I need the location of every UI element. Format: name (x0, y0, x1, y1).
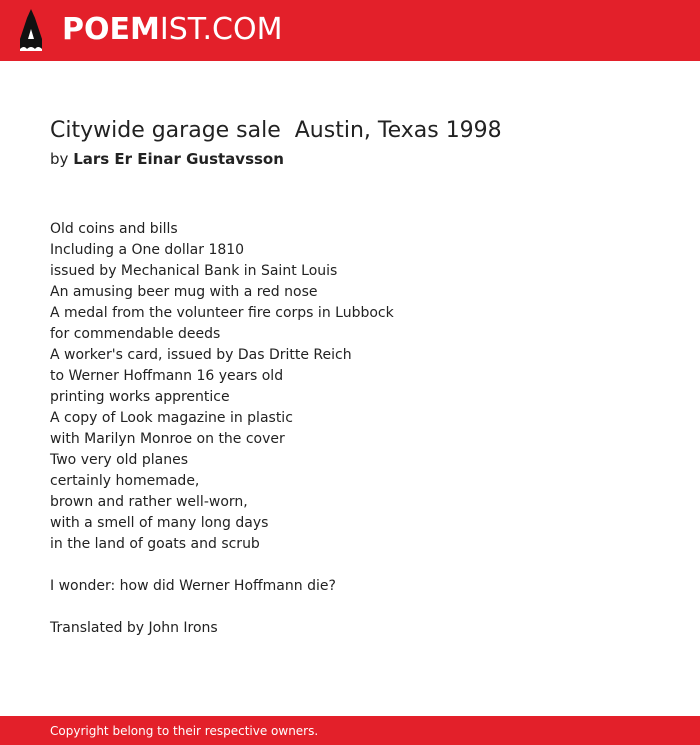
site-logo[interactable] (62, 12, 282, 48)
poem-title: Citywide garage sale Austin, Texas 1998 (50, 118, 502, 143)
poem-body (50, 219, 650, 639)
poem-line: Including a One dollar 1810 (50, 242, 245, 258)
copyright-text: Copyright belong to their respective owners. (50, 724, 319, 738)
site-header (0, 0, 700, 61)
poem-line: A worker's card, issued by Das Dritte Reich (50, 347, 352, 363)
poem-line: A medal from the volunteer fire corps in Lubbock (50, 305, 394, 321)
poem-stanza-break (50, 555, 650, 576)
poem-line: A copy of Look magazine in plastic (50, 410, 293, 426)
by-label: by (50, 150, 69, 168)
author-name: Lars Er Einar Gustavsson (73, 150, 284, 168)
poem-line: with Marilyn Monroe on the cover (50, 431, 285, 447)
poem-stanza-break (50, 597, 650, 618)
poem-line: Old coins and bills (50, 221, 178, 237)
poem-line: Two very old planes (50, 452, 189, 468)
logo-bold-text: POEM (62, 12, 160, 47)
poem-line: in the land of goats and scrub (50, 536, 260, 552)
poem-line: printing works apprentice (50, 389, 230, 405)
site-footer (0, 716, 700, 745)
pen-nib-icon[interactable] (18, 9, 44, 51)
poem-line: Translated by John Irons (50, 620, 218, 636)
byline (50, 149, 284, 169)
logo-light-text: IST.COM (159, 12, 283, 47)
poem-line: certainly homemade, (50, 473, 200, 489)
poem-line: for commendable deeds (50, 326, 221, 342)
poem-line: with a smell of many long days (50, 515, 269, 531)
poem-line: brown and rather well-worn, (50, 494, 248, 510)
poem-line: to Werner Hoffmann 16 years old (50, 368, 284, 384)
poem-line: I wonder: how did Werner Hoffmann die? (50, 578, 336, 594)
poem-line: An amusing beer mug with a red nose (50, 284, 318, 300)
poem-line: issued by Mechanical Bank in Saint Louis (50, 263, 338, 279)
